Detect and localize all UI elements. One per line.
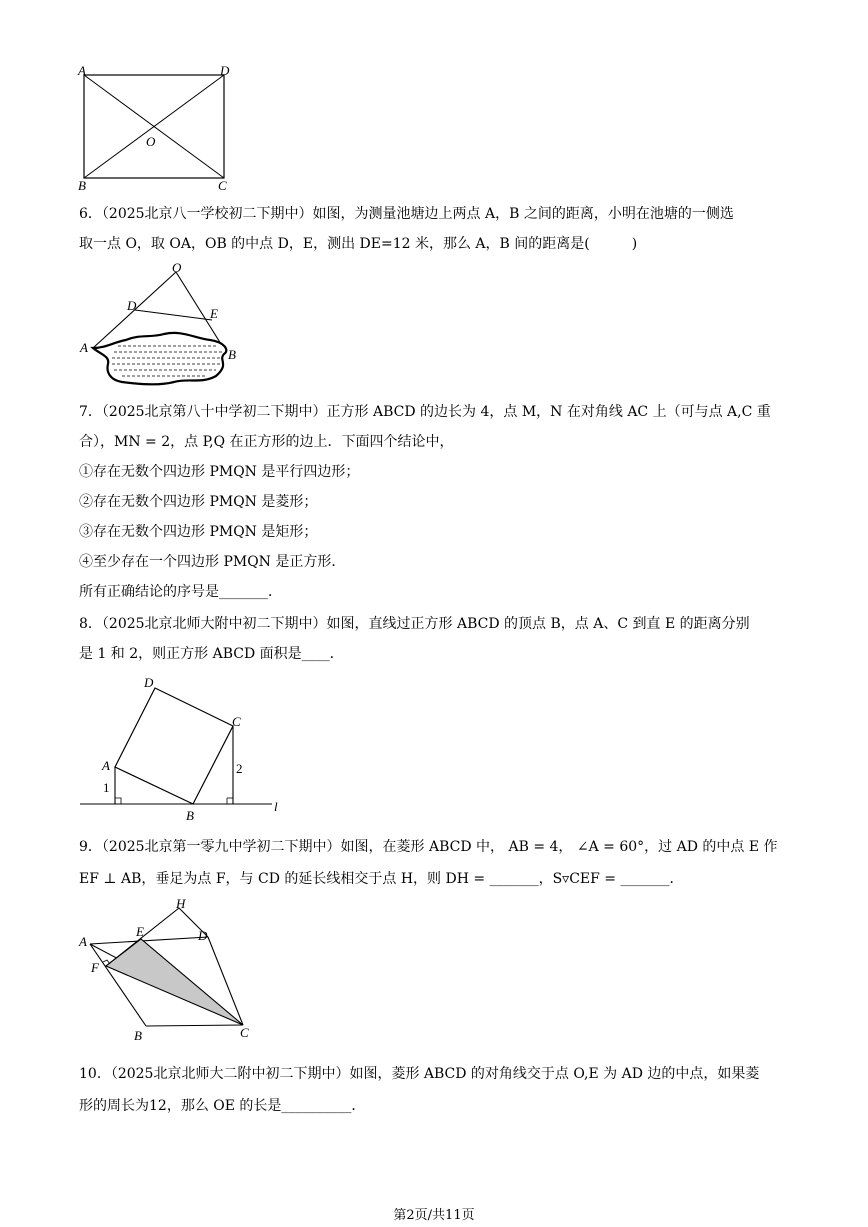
label-d: D <box>198 928 208 943</box>
rectangle-figure <box>72 62 242 196</box>
label-b: B <box>186 808 194 823</box>
label-a: A <box>79 934 87 949</box>
q8-line2: 是 1 和 2，则正方形 ABCD 面积是____． <box>79 646 344 662</box>
label-a: A <box>78 63 86 78</box>
label-o: O <box>146 134 156 149</box>
label-l: l <box>274 799 278 814</box>
square-line-figure <box>76 670 291 829</box>
q7-line1: 7．（2025北京第八十中学初二下期中）正方形 ABCD 的边长为 4，点 M，N 在对角线 AC 上（可与点 A,C 重 <box>79 404 771 420</box>
pond-figure <box>78 260 253 394</box>
label-a: A <box>102 758 110 773</box>
label-b: B <box>228 347 236 362</box>
q6-line2: 取一点 O，取 OA，OB 的中点 D，E，测出 DE=12 米，那么 A，B 间的距离是( ) <box>79 236 638 252</box>
label-d: D <box>127 298 137 313</box>
q9-line2: EF ⊥ AB，垂足为点 F，与 CD 的延长线相交于点 H，则 DH = _______，S▿CEF = _______． <box>79 871 684 887</box>
label-o: O <box>172 260 182 275</box>
label-c: C <box>232 714 241 729</box>
q6-line1: 6．（2025北京八一学校初二下期中）如图，为测量池塘边上两点 A，B 之间的距离，小明在池塘的一侧选 <box>79 206 734 222</box>
label-a: A <box>80 340 88 355</box>
label-f: F <box>91 960 99 975</box>
q7-conclusion-4: ④至少存在一个四边形 PMQN 是正方形． <box>79 554 346 570</box>
distance-label-2: 2 <box>236 761 243 776</box>
label-c: C <box>218 178 227 192</box>
label-b: B <box>78 178 86 192</box>
label-c: C <box>240 1025 249 1040</box>
q7-conclusion-1: ①存在无数个四边形 PMQN 是平行四边形； <box>79 464 360 480</box>
page-footer: 第2页/共11页 <box>393 1208 475 1223</box>
q10-line2: 形的周长为12，那么 OE 的长是__________． <box>79 1098 366 1114</box>
q7-conclusion-2: ②存在无数个四边形 PMQN 是菱形； <box>79 494 318 510</box>
label-d: D <box>220 63 230 78</box>
rhombus-figure <box>76 894 266 1048</box>
distance-label-1: 1 <box>103 780 110 795</box>
q7-conclusion-3: ③存在无数个四边形 PMQN 是矩形； <box>79 524 318 540</box>
label-e: E <box>136 924 144 939</box>
q10-line1: 10．（2025北京北师大二附中初二下期中）如图，菱形 ABCD 的对角线交于点 O,E 为 AD 边的中点，如果菱 <box>79 1066 760 1082</box>
label-h: H <box>176 896 186 911</box>
q8-line1: 8．（2025北京北师大附中初二下期中）如图，直线过正方形 ABCD 的顶点 B，点 A、C 到直 E 的距离分别 <box>79 616 750 632</box>
q7-ask: 所有正确结论的序号是_______． <box>79 584 282 600</box>
q9-line1: 9．（2025北京第一零九中学初二下期中）如图，在菱形 ABCD 中， AB = 4， ∠A = 60°，过 AD 的中点 E 作 <box>79 839 778 855</box>
label-e: E <box>210 306 218 321</box>
label-b: B <box>134 1028 142 1043</box>
label-d: D <box>144 675 154 690</box>
q7-line2: 合），MN = 2，点 P,Q 在正方形的边上．下面四个结论中， <box>79 434 454 450</box>
